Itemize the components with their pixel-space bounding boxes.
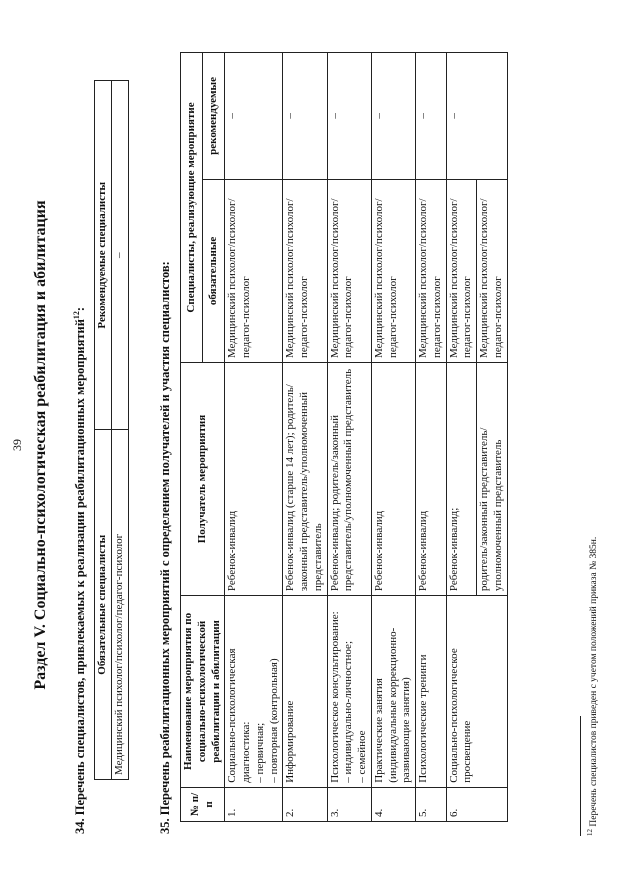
header-obligatory: обязательные — [203, 179, 225, 362]
obligatory-specialist: Медицинский психолог/психолог/педагог-психолог — [327, 179, 371, 362]
recipient: Ребенок-инвалид; — [446, 362, 477, 595]
measure-name: Социально-психологическая диагностика: – первичная; – повторная (контрольная) — [225, 596, 283, 788]
obligatory-specialist: Медицинский психолог/психолог/педагог-психолог — [283, 179, 327, 362]
measure-name: Практические занятия (индивидуальные коррекционно-развивающие занятия) — [371, 596, 415, 788]
measure-name: Социально-психологическое просвещение — [446, 596, 507, 788]
recommended-specialist: – — [283, 53, 327, 180]
recipient: Ребенок-инвалид (старше 14 лет); родитель/законный представитель/уполномоченный представитель — [283, 362, 327, 595]
table-row — [416, 53, 447, 822]
measure-name: Психологические тренинги — [416, 596, 447, 788]
footnote-divider — [580, 716, 581, 836]
table-row — [225, 53, 283, 822]
cell-obligatory-specialists: Медицинский психолог/психолог/педагог-психолог — [111, 430, 128, 780]
document-page — [10, 10, 630, 880]
specialists-table — [94, 80, 129, 780]
list-item: – повторная (контрольная) — [268, 600, 282, 783]
heading-35: 35. Перечень реабилитационных мероприятий с определением получателей и участия специалистов: — [158, 261, 172, 834]
header-recommended-specialists: Рекомендуемые специалисты — [95, 81, 112, 431]
row-number: 2. — [283, 787, 327, 821]
row-number: 3. — [327, 787, 371, 821]
table-row — [327, 53, 371, 822]
table-row — [446, 53, 477, 822]
obligatory-specialist: Медицинский психолог/психолог/педагог-психолог — [225, 179, 283, 362]
header-recommended: рекомендуемые — [203, 53, 225, 180]
obligatory-specialist: Медицинский психолог/психолог/педагог-психолог — [446, 179, 477, 362]
cell-recommended-specialists: – — [111, 81, 128, 431]
recipient: Ребенок-инвалид — [416, 362, 447, 595]
recipient: Ребенок-инвалид; родитель/законный представитель/уполномоченный представитель — [327, 362, 371, 595]
header-measure-name: Наименование мероприятия по социально-психологической реабилитации и абилитации — [181, 596, 225, 788]
page-number: 39 — [10, 439, 24, 451]
obligatory-specialist: Медицинский психолог/психолог/педагог-психолог — [477, 179, 508, 362]
list-item: – первичная; — [254, 600, 268, 783]
table-row — [371, 53, 415, 822]
recipient: Ребенок-инвалид — [225, 362, 283, 595]
header-obligatory-specialists: Обязательные специалисты — [95, 430, 112, 780]
heading-34: 34. Перечень специалистов, привлекаемых к реализации реабилитационных мероприятий$^{12}$: — [72, 306, 88, 834]
row-number: 1. — [225, 787, 283, 821]
recommended-specialist: – — [225, 53, 283, 180]
recommended-specialist: – — [327, 53, 371, 180]
recipient: Ребенок-инвалид — [371, 362, 415, 595]
list-item: – индивидуально-личностное; — [342, 600, 356, 783]
table-row — [283, 53, 327, 822]
row-number: 6. — [446, 787, 507, 821]
measure-name: Психологическое консультирование: – индивидуально-личностное; – семейное — [327, 596, 371, 788]
obligatory-specialist: Медицинский психолог/психолог/педагог-психолог — [416, 179, 447, 362]
recipient: родитель/законный представитель/уполномоченный представитель — [477, 362, 508, 595]
header-specialists: Специалисты, реализующие мероприятие — [181, 53, 203, 363]
footnote: $^{12}$ Перечень специалистов приведен с учетом положений приказа № 385н. — [586, 536, 600, 836]
row-number: 4. — [371, 787, 415, 821]
recommended-specialist: – — [446, 53, 507, 180]
obligatory-specialist: Медицинский психолог/психолог/педагог-психолог — [371, 179, 415, 362]
header-recipient: Получатель мероприятия — [181, 362, 225, 595]
header-number: № п/п — [181, 787, 225, 821]
row-number: 5. — [416, 787, 447, 821]
section-title: Раздел V. Социально-психологическая реабилитация и абилитация — [32, 200, 49, 690]
recommended-specialist: – — [416, 53, 447, 180]
recommended-specialist: – — [371, 53, 415, 180]
list-item: – семейное — [356, 600, 370, 783]
measures-table — [180, 52, 508, 822]
measure-name: Информирование — [283, 596, 327, 788]
